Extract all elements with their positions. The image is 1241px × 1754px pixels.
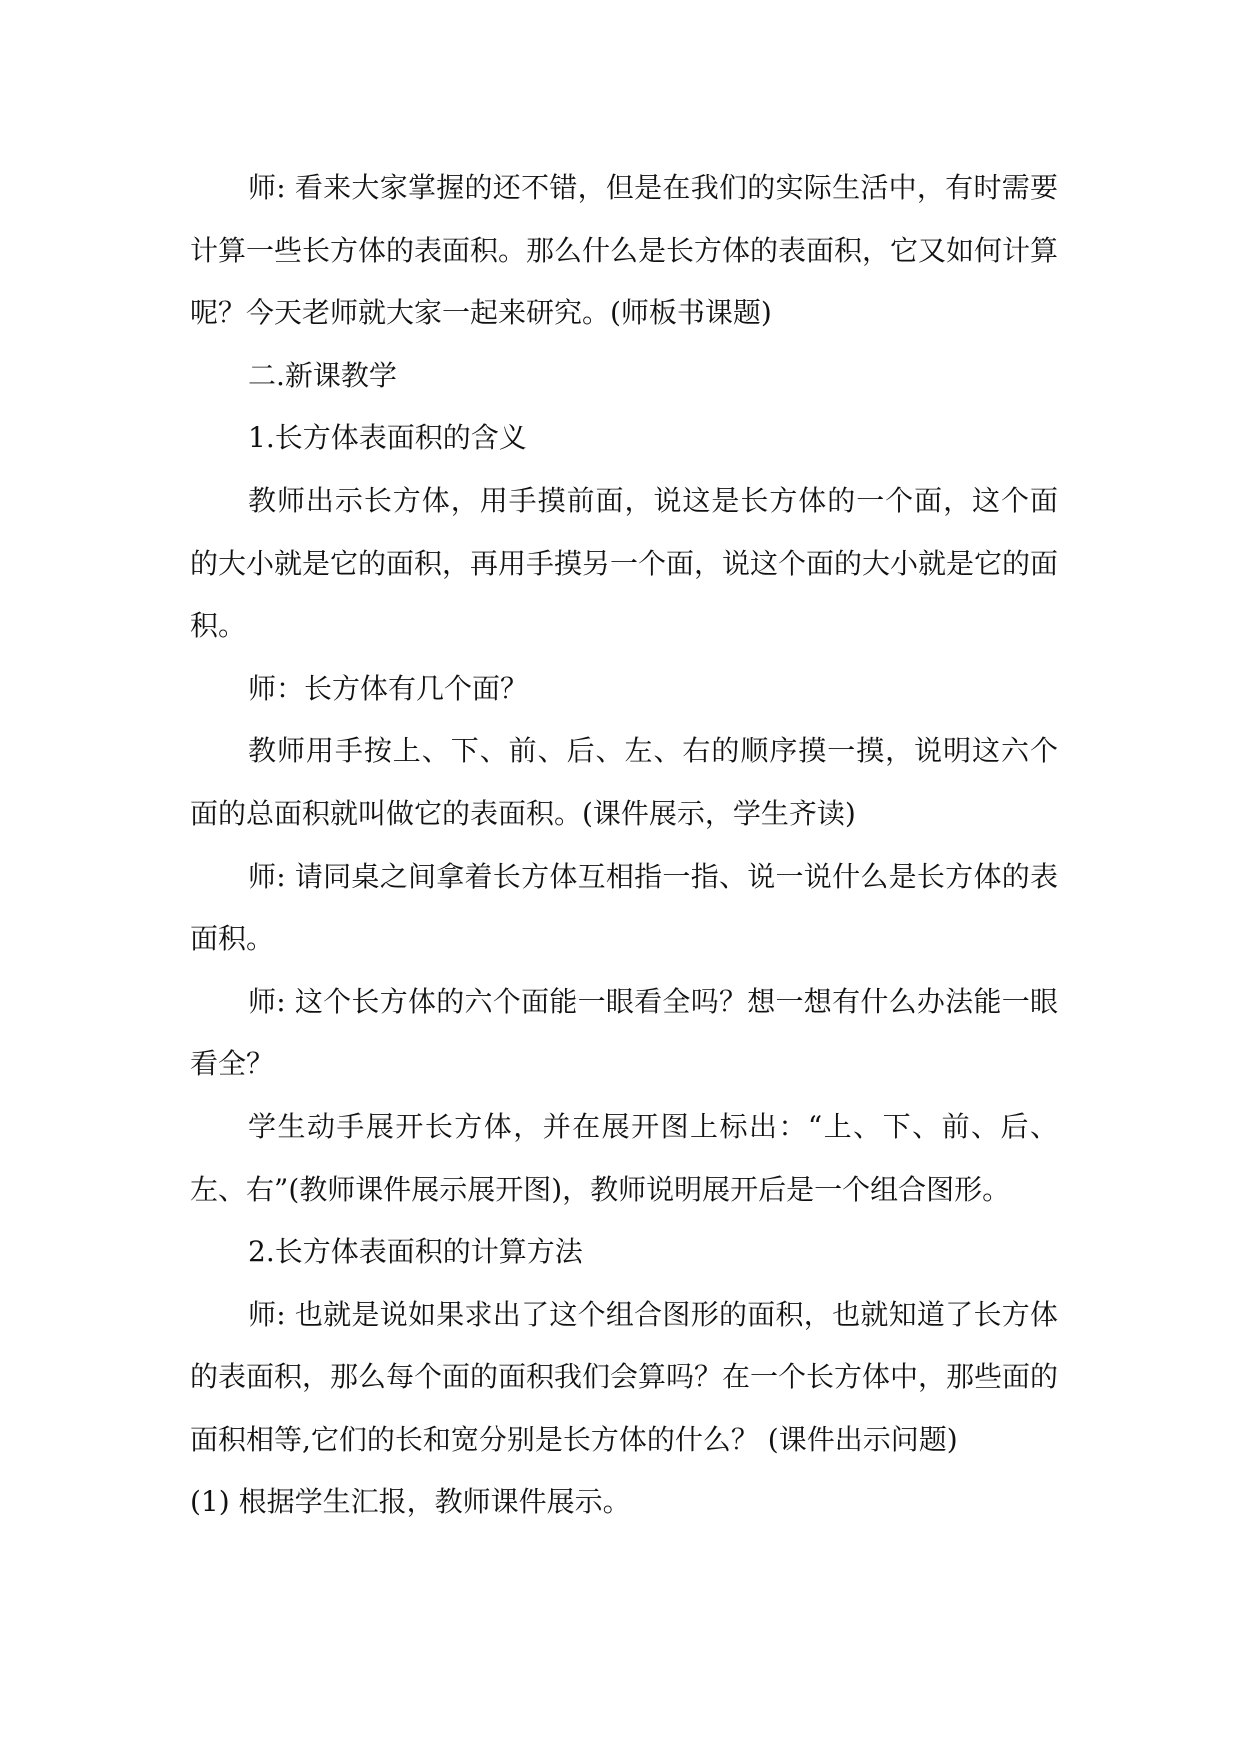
paragraph-six-faces: 教师用手按上、下、前、后、左、右的顺序摸一摸，说明这六个面的总面积就叫做它的表面积。(课件展示，学生齐读) [190, 734, 1058, 830]
paragraph-show-cuboid: 教师出示长方体，用手摸前面，说这是长方体的一个面，这个面的大小就是它的面积，再用手摸另一个面，说这个面的大小就是它的面积。 [190, 483, 1059, 643]
subsection-heading-meaning: 1.长方体表面积的含义 [248, 421, 527, 455]
subsection-heading-method: 2.长方体表面积的计算方法 [248, 1235, 583, 1269]
paragraph-deskmates: 师: 请同桌之间拿着长方体互相指一指、说一说什么是长方体的表面积。 [190, 859, 1058, 956]
paragraph-question-faces: 师：长方体有几个面？ [248, 671, 529, 705]
document-body [190, 157, 1058, 1534]
paragraph-unfold: 学生动手展开长方体，并在展开图上标出：“上、下、前、后、左、右”(教师课件展示展开图)，教师说明展开后是一个组合图形。 [190, 1109, 1058, 1206]
section-heading-new-lesson: 二.新课教学 [248, 358, 397, 392]
paragraph-intro: 师: 看来大家掌握的还不错，但是在我们的实际生活中，有时需要计算一些长方体的表面积。那么什么是长方体的表面积，它又如何计算呢？今天老师就大家一起来研究。(师板书课题) [190, 171, 1059, 330]
paragraph-compute-area: 师: 也就是说如果求出了这个组合图形的面积，也就知道了长方体的表面积，那么每个面的面积我们会算吗？在一个长方体中，那些面的面积相等,它们的长和宽分别是长方体的什么？ (课件出示问题) [190, 1297, 1059, 1456]
paragraph-student-report: (1) 根据学生汇报，教师课件展示。 [190, 1485, 631, 1519]
paragraph-see-all-faces: 师: 这个长方体的六个面能一眼看全吗？想一想有什么办法能一眼看全？ [190, 984, 1058, 1081]
